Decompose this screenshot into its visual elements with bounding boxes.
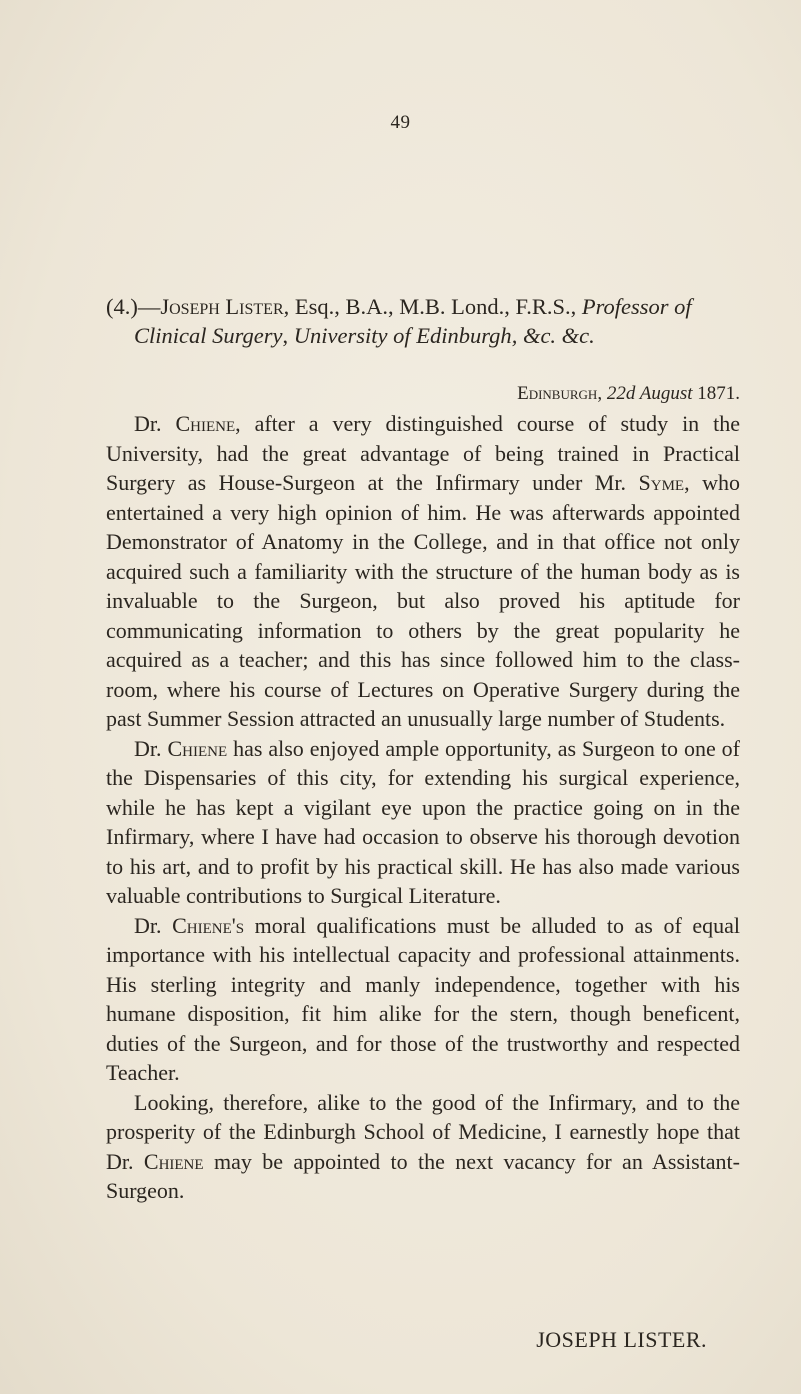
paragraph-text: Looking, therefore, alike to the good of the Infirmary, and to the prosperity of the Edinburgh School of Medicine, I earnestly hope that Dr. xyxy=(106,1089,740,1174)
letter-body xyxy=(106,409,740,1206)
paragraph-text: Dr. xyxy=(134,912,173,938)
paragraph-text: has also enjoyed ample opportunity, as Surgeon to one of the Dispensaries of this city, for extending his surgical experience, while he has kept a vigilant eye upon the practice going on in the Infirmary, where I have had occasion to observe his thorough devotion to his art, and to profit by his practical skill. He has also made various valuable contributions to Surgical Literature. xyxy=(106,735,740,908)
paragraph-1 xyxy=(106,409,740,734)
paragraph-4 xyxy=(106,1088,740,1206)
candidate-name: Chiene's xyxy=(172,912,245,938)
paragraph-text: may be appointed to the next vacancy for an Assistant-Surgeon. xyxy=(106,1148,740,1203)
candidate-name: Chiene xyxy=(143,1148,204,1174)
dateline-date: 22d August xyxy=(606,383,693,404)
heading-line-2 xyxy=(106,321,746,350)
dateline-year: 1871. xyxy=(692,383,740,404)
letter-heading xyxy=(106,292,746,350)
paragraph-text: Dr. xyxy=(134,735,168,761)
author-title-2: Clinical Surgery xyxy=(134,323,283,348)
dateline-separator: , xyxy=(597,383,607,404)
heading-number: (4.)— xyxy=(106,294,161,319)
paragraph-text: , after a very distinguished course of study in the University, had the great advantage of being trained in Practical Surgery as House-Surgeon at the Infirmary under Mr. xyxy=(106,411,740,495)
heading-separator: , xyxy=(282,323,294,348)
paragraph-text: moral qualifications must be alluded to as of equal importance with his intellectual capacity and professional attainments. His sterling integrity and manly independence, together with his humane disposition, fit him alike for the stern, though beneficent, duties of the Surgeon, and for those of the trustworthy and respected Teacher. xyxy=(106,912,740,1085)
dateline-place: Edinburgh xyxy=(517,383,598,404)
candidate-name: Chiene xyxy=(175,411,236,436)
candidate-name: Chiene xyxy=(167,735,228,761)
paragraph-text: , who entertained a very high opinion of him. He was afterwards appointed Demonstrator of Anatomy in the College, and in that office not only acquired such a familiarity with the structure of the human body as is invaluable to the Surgeon, but also proved his aptitude for communicating information to others by the great popularity he acquired as a teacher; and this has since followed him to the class-room, where his course of Lectures on Operative Surgery during the past Summer Session attracted an unusually large number of Students. xyxy=(106,470,740,731)
paragraph-3 xyxy=(106,911,740,1088)
paragraph-2 xyxy=(106,734,740,911)
page-number: 49 xyxy=(390,112,411,133)
author-degrees: , Esq., B.A., M.B. Lond., F.R.S., xyxy=(283,294,582,319)
author-name: Joseph Lister xyxy=(160,294,284,319)
person-name: Syme xyxy=(638,470,685,495)
dateline xyxy=(0,383,740,405)
signature: JOSEPH LISTER. xyxy=(536,1327,707,1352)
author-title-1: Professor of xyxy=(581,294,692,319)
heading-etc: , &c. &c. xyxy=(511,323,595,348)
author-university: University of Edinburgh xyxy=(293,323,512,348)
paragraph-text: Dr. xyxy=(134,411,176,436)
